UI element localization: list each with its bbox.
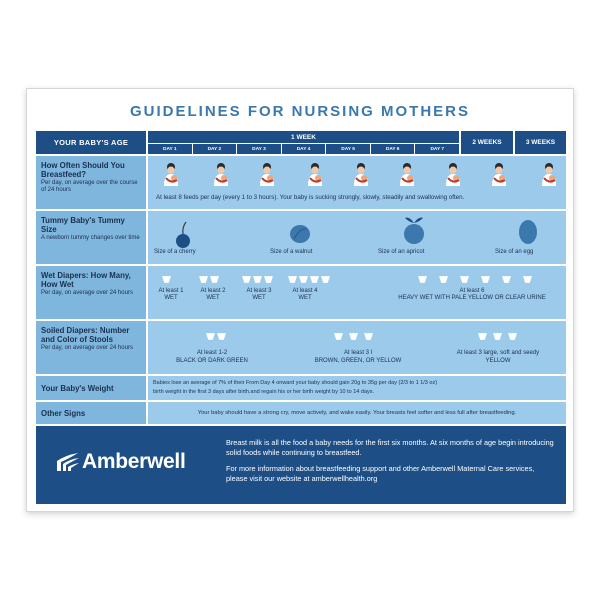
diaper-group <box>334 333 373 340</box>
guidelines-sheet <box>26 88 574 512</box>
tummy-subtitle: A newborn tummy changes over time <box>41 235 140 241</box>
wet-subtitle: Per day, on average over 24 hours <box>41 290 133 296</box>
header-day: DAY 1 <box>148 144 192 154</box>
mother-nursing-icon <box>210 162 232 186</box>
wet-label-3: At least 3 WET <box>246 288 272 301</box>
diaper-group <box>162 276 171 283</box>
table-header <box>36 131 566 154</box>
egg-icon <box>518 217 538 245</box>
soiled-b-color: BROWN, GREEN, OR YELLOW <box>314 358 402 364</box>
feeding-title: How Often Should You Breastfeed? <box>41 161 125 179</box>
signs-body <box>148 402 566 424</box>
tummy-size-egg: Size of an egg <box>495 249 534 255</box>
tummy-label <box>36 211 146 264</box>
mother-nursing-icon <box>538 162 560 186</box>
tummy-size-cherry: Size of a cherry <box>154 249 196 255</box>
diaper-icon <box>310 276 319 283</box>
mother-nursing-icon <box>304 162 326 186</box>
diaper-group <box>199 276 219 283</box>
diaper-icon <box>162 276 171 283</box>
weight-title: Your Baby's Weight <box>41 383 114 393</box>
header-day: DAY 2 <box>193 144 237 154</box>
signs-label <box>36 402 146 424</box>
diaper-icon <box>299 276 308 283</box>
diaper-group <box>242 276 273 283</box>
feeding-subtitle: Per day, on average over the course of 24 hours <box>41 180 138 193</box>
diaper-icon <box>206 333 215 340</box>
diaper-group <box>288 276 330 283</box>
header-week3: 3 WEEKS <box>515 131 566 154</box>
header-week1: 1 WEEK <box>148 131 459 143</box>
diaper-icon <box>288 276 297 283</box>
diaper-group <box>206 333 226 340</box>
soiled-diapers-row <box>36 321 566 374</box>
soiled-a-count: At least 1-2 <box>196 350 228 356</box>
signs-text: Your baby should have a strong cry, move actively, and wake easily. Your breasts feel softer and less full after breastfeeding. <box>197 410 517 416</box>
tummy-title: Tummy Baby's Tummy Size <box>41 216 125 234</box>
diaper-icon <box>349 333 358 340</box>
diaper-group <box>418 276 532 283</box>
signs-title: Other Signs <box>41 408 86 418</box>
header-day: DAY 3 <box>237 144 281 154</box>
mother-nursing-icon <box>488 162 510 186</box>
feeding-text: At least 8 feeds per day (every 1 to 3 hours). Your baby is sucking strongly, slowly, steadily and swallowing often. <box>156 194 465 201</box>
cherry-icon <box>174 221 192 249</box>
footer-paragraph-2: For more information about breastfeeding support and other Amberwell Maternal Care services, please visit our website at amberwellhealth.org <box>226 464 535 483</box>
header-day: DAY 5 <box>326 144 370 154</box>
diaper-icon <box>364 333 373 340</box>
brand-logo <box>56 450 186 474</box>
weight-text-2: birth weight in the first 3 days after birth.and regain his or her birth weight by 10 to 14 days. <box>153 389 375 395</box>
wet-label-6-desc: HEAVY WET WITH PALE YELLOW OR CLEAR URINE <box>398 295 546 301</box>
feeding-body <box>148 156 566 209</box>
diaper-icon <box>478 333 487 340</box>
feeding-row <box>36 156 566 209</box>
tummy-row <box>36 211 566 264</box>
wet-label-2: At least 2 WET <box>200 288 226 301</box>
signs-row <box>36 402 566 424</box>
apricot-icon <box>401 215 427 245</box>
soiled-c-color: YELLOW <box>485 358 511 364</box>
weight-text-1: Babies lose an average of 7% of their From Day 4 onward your baby should gain 20g to 35g per day (2/3 to 1 1/3 oz) <box>153 380 438 386</box>
tummy-body <box>148 211 566 264</box>
header-day: DAY 6 <box>371 144 415 154</box>
diaper-icon <box>508 333 517 340</box>
diaper-icon <box>502 276 511 283</box>
diaper-icon <box>199 276 208 283</box>
mother-nursing-icon <box>396 162 418 186</box>
weight-row <box>36 376 566 400</box>
soiled-a-color: BLACK OR DARK GREEN <box>176 358 248 364</box>
soiled-title: Soiled Diapers: Number and Color of Stools <box>41 326 130 344</box>
diaper-icon <box>253 276 262 283</box>
weight-body <box>148 376 566 400</box>
diaper-icon <box>217 333 226 340</box>
wet-body <box>148 266 566 319</box>
wet-label-6-count: At least 6 <box>459 288 485 294</box>
weight-label <box>36 376 146 400</box>
diaper-group <box>478 333 517 340</box>
wet-label <box>36 266 146 319</box>
diaper-icon <box>523 276 532 283</box>
mother-nursing-icon <box>442 162 464 186</box>
soiled-subtitle: Per day, on average over 24 hours <box>41 345 133 351</box>
header-days <box>148 144 459 154</box>
diaper-icon <box>210 276 219 283</box>
soiled-body <box>148 321 566 374</box>
header-age-label: YOUR BABY'S AGE <box>36 131 146 154</box>
mother-nursing-icon <box>350 162 372 186</box>
walnut-icon <box>289 224 311 244</box>
soiled-c-count: At least 3 large, soft and seedy <box>456 350 540 356</box>
soiled-b-count: At least 3 l <box>343 350 372 356</box>
header-week2: 2 WEEKS <box>461 131 513 154</box>
diaper-icon <box>242 276 251 283</box>
diaper-icon <box>493 333 502 340</box>
footer-banner <box>36 426 566 504</box>
diaper-icon <box>321 276 330 283</box>
header-day: DAY 4 <box>282 144 326 154</box>
diaper-icon <box>264 276 273 283</box>
wet-label-4: At least 4 WET <box>292 288 318 301</box>
footer-text <box>226 438 556 484</box>
diaper-icon <box>460 276 469 283</box>
header-day: DAY 7 <box>415 144 459 154</box>
mother-nursing-icon <box>160 162 182 186</box>
diaper-icon <box>334 333 343 340</box>
diaper-icon <box>481 276 490 283</box>
soiled-label <box>36 321 146 374</box>
brand-name: Amberwell <box>82 450 186 473</box>
feeding-label <box>36 156 146 209</box>
diaper-icon <box>439 276 448 283</box>
tummy-size-walnut: Size of a walnut <box>270 249 313 255</box>
wet-label-1: At least 1 WET <box>158 288 184 301</box>
wet-title: Wet Diapers: How Many, How Wet <box>41 271 131 289</box>
mother-nursing-icon <box>256 162 278 186</box>
page-title: GUIDELINES FOR NURSING MOTHERS <box>129 103 470 120</box>
footer-paragraph-1: Breast milk is all the food a baby needs for the first six months. At six months of age begin introducing solid foods while continuing to breastfeed. <box>226 438 554 457</box>
tummy-size-apricot: Size of an apricot <box>378 249 425 255</box>
brand-mark-icon <box>56 451 80 473</box>
diaper-icon <box>418 276 427 283</box>
wet-diapers-row <box>36 266 566 319</box>
